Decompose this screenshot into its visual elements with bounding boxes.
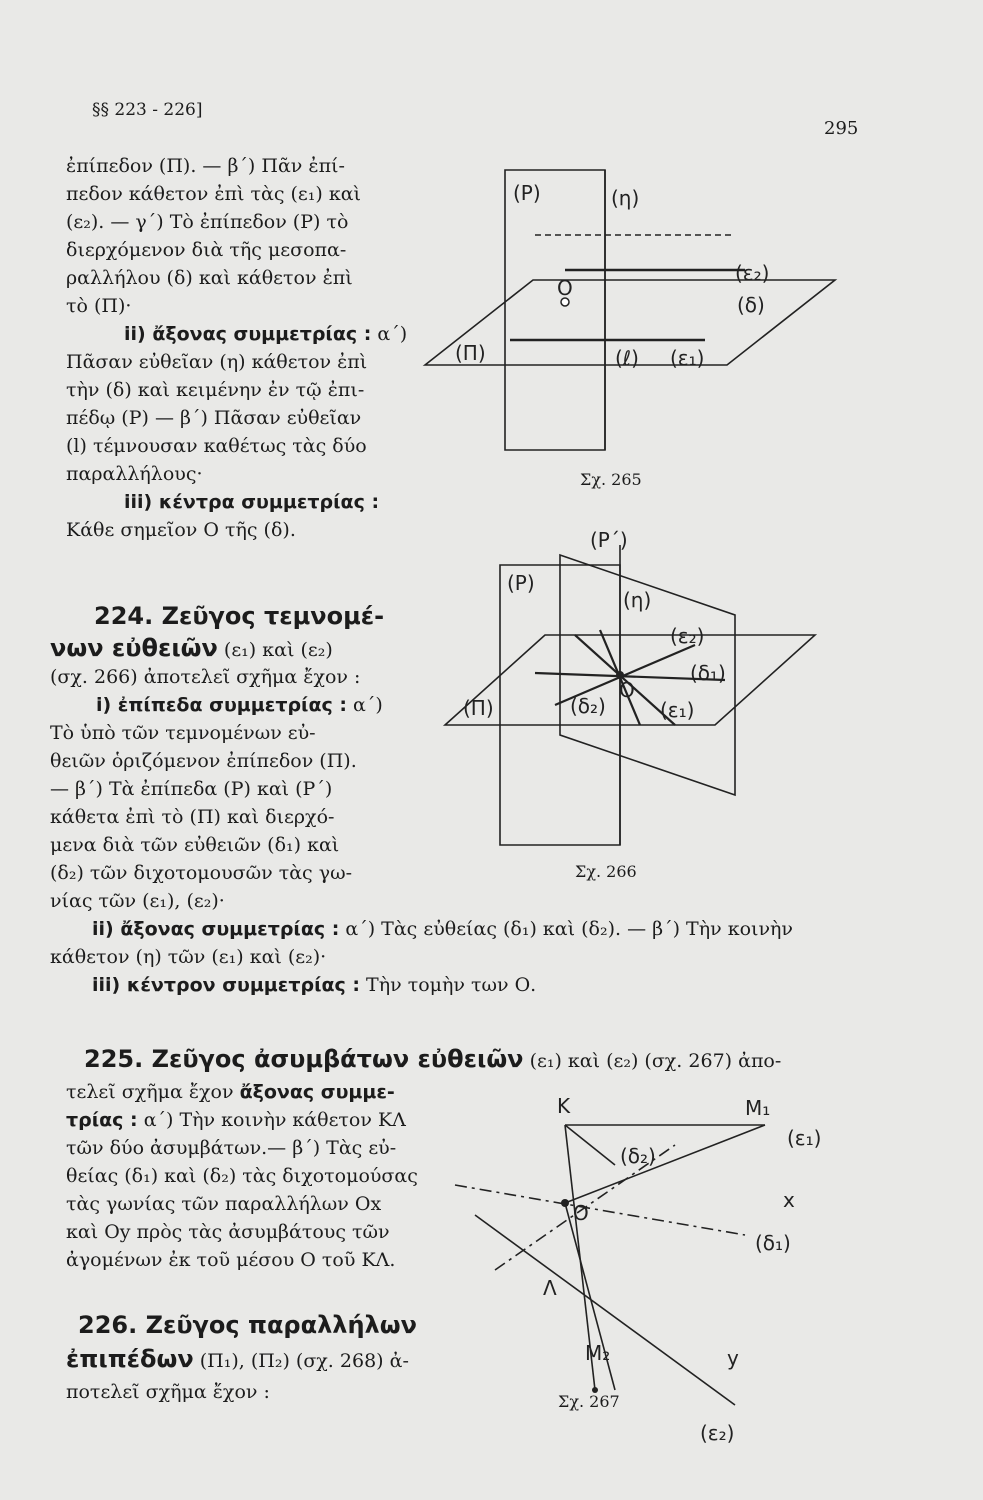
text-line: (σχ. 266) ἀποτελεῖ σχῆμα ἔχον : — [50, 666, 361, 688]
text-line: — β΄) Τὰ ἐπίπεδα (P) καὶ (P΄) — [50, 778, 333, 800]
sec224-title: 224. Ζεῦγος τεμνομέ- νων εὐθειῶν (ε₁) καὶ (ε₂) — [50, 602, 385, 662]
label-delta: (δ) — [737, 293, 765, 317]
page-number: 295 — [824, 118, 859, 139]
line-e1-continuation — [565, 1125, 615, 1165]
section-title: νων εὐθειῶν — [50, 634, 218, 662]
label-e2: (ε₂) — [700, 1421, 735, 1445]
text-line: κάθετα ἐπὶ τὸ (Π) καὶ διερχό- — [50, 806, 335, 828]
text-line: διερχόμενον διὰ τῆς μεσοπα- — [66, 239, 347, 261]
label-Pprime: (P΄) — [590, 528, 628, 552]
point-O — [561, 1199, 569, 1207]
section-title: 225. Ζεῦγος ἀσυμβάτων εὐθειῶν — [84, 1045, 524, 1073]
caption-266: Σχ. 266 — [575, 862, 637, 881]
label-e1: (ε₁) — [787, 1126, 822, 1150]
sec223-text — [66, 152, 407, 544]
axis-heading: ii) ἄξονας συμμετρίας : — [124, 323, 372, 345]
label-K: K — [557, 1094, 571, 1118]
label-e2: (ε₂) — [670, 624, 705, 648]
text-line: Πᾶσαν εὐθεῖαν (η) κάθετον ἐπὶ — [66, 351, 368, 373]
caption-267: Σχ. 267 — [558, 1392, 620, 1411]
label-e2: (ε₂) — [735, 261, 770, 285]
text-line: πέδῳ (P) — β΄) Πᾶσαν εὐθεῖαν — [66, 407, 362, 429]
section-title: 224. Ζεῦγος τεμνομέ- — [94, 602, 385, 630]
text-line: ραλλήλου (δ) καὶ κάθετον ἐπὶ — [66, 267, 353, 289]
text-line: τῶν δύο ἀσυμβάτων.— β΄) Τὰς εὐ- — [66, 1137, 397, 1159]
label-d2: (δ₂) — [570, 694, 606, 718]
label-Pi: (Π) — [463, 696, 494, 720]
label-O: O — [573, 1201, 589, 1225]
label-x: x — [783, 1188, 795, 1212]
label-eta: (η) — [623, 588, 652, 612]
figure-266 — [435, 525, 835, 855]
line-d1 — [455, 1185, 745, 1235]
label-d2: (δ₂) — [620, 1144, 656, 1168]
text-line: τὴν (δ) καὶ κειμένην ἐν τῷ ἐπι- — [66, 379, 365, 401]
text-line: ἀγομένων ἐκ τοῦ μέσου Ο τοῦ ΚΛ. — [66, 1249, 396, 1271]
text-line: νίας τῶν (ε₁), (ε₂)· — [50, 890, 225, 912]
figure-267 — [445, 1085, 865, 1455]
text-line: μενα διὰ τῶν εὐθειῶν (δ₁) καὶ — [50, 834, 340, 856]
label-O: O — [619, 678, 635, 702]
text-line: πεδον κάθετον ἐπὶ τὰς (ε₁) καὶ — [66, 183, 362, 205]
text-line: (ε₂). — γ΄) Τὸ ἐπίπεδον (P) τὸ — [66, 211, 349, 233]
section-range-header: §§ 223 - 226] — [92, 100, 203, 120]
axis-heading-line: ii) ἄξονας συμμετρίας : α΄) — [124, 323, 408, 345]
centre-heading: iii) κέντρον συμμετρίας : — [92, 974, 361, 996]
line-ox — [565, 1125, 765, 1203]
text-line: τὰς γωνίας τῶν παραλλήλων Οx — [66, 1193, 382, 1215]
label-e1: (ε₁) — [660, 698, 695, 722]
label-e1: (ε₁) — [670, 346, 705, 370]
text-line: κάθετον (η) τῶν (ε₁) καὶ (ε₂)· — [50, 946, 327, 968]
text-line: ποτελεῖ σχῆμα ἔχον : — [66, 1381, 270, 1403]
sec225-text: 225. Ζεῦγος ἀσυμβάτων εὐθειῶν (ε₁) καὶ (ε₂) (σχ. 267) ἀπο- τελεῖ σχῆμα ἔχον ἄξονας συμμε- τρίας : α΄) Τὴν κοινὴν κάθετον ΚΛ τῶν δύο ἀσυμβάτων.— β΄) Τὰς εὐ- θείας (δ₁) καὶ (δ₂) τὰς διχοτομούσας τὰς γωνίας τῶν παραλλήλων Οx καὶ Οy πρὸς τὰς ἀσυμβάτους τῶν ἀγομένων ἐκ τοῦ μέσου Ο τοῦ ΚΛ. — [66, 1042, 781, 1274]
label-eta: (η) — [611, 186, 640, 210]
sec226-text: 226. Ζεῦγος παραλλήλων ἐπιπέδων (Π₁), (Π₂) (σχ. 268) ἀ- ποτελεῖ σχῆμα ἔχον : — [66, 1308, 417, 1406]
label-P: (P) — [513, 181, 541, 205]
label-L: Λ — [543, 1276, 557, 1300]
text-line: Τὸ ὑπὸ τῶν τεμνομένων εὐ- — [50, 722, 316, 744]
text-line: (δ₂) τῶν διχοτομουσῶν τὰς γω- — [50, 862, 352, 884]
section-title: ἐπιπέδων — [66, 1345, 194, 1373]
label-O: O — [557, 276, 573, 300]
sec224-text: (σχ. 266) ἀποτελεῖ σχῆμα ἔχον : i) ἐπίπεδα συμμετρίας : α΄) Τὸ ὑπὸ τῶν τεμνομένων εὐ- θειῶν ὁριζόμενον ἐπίπεδον (Π). — β΄) Τὰ ἐπίπεδα (P) καὶ (P΄) κάθετα ἐπὶ τὸ (Π) καὶ διερχό- μενα διὰ τῶν εὐθειῶν (δ₁) καὶ (δ₂) τῶν διχοτομουσῶν τὰς γω- νίας τῶν (ε₁), (ε₂)· ii) ἄξονας συμμετρίας : α΄) Τὰς εὐθείας (δ₁) καὶ (δ₂). — β΄) Τὴν κοινὴν κάθετον (η) τῶν (ε₁) καὶ (ε₂)· iii) κέντρον συμμετρίας : Τὴν τομὴν των Ο. — [50, 663, 793, 999]
line-e2 — [475, 1215, 735, 1405]
label-Pi: (Π) — [455, 341, 486, 365]
label-l: (ℓ) — [615, 346, 639, 370]
label-y: y — [727, 1346, 739, 1370]
planes-heading: i) ἐπίπεδα συμμετρίας : — [96, 694, 347, 716]
figure-265 — [415, 150, 865, 470]
label-P: (P) — [507, 571, 535, 595]
section-title: 226. Ζεῦγος παραλλήλων — [78, 1311, 417, 1339]
text-line: Κάθε σημεῖον Ο τῆς (δ). — [66, 519, 296, 541]
text-line: θείας (δ₁) καὶ (δ₂) τὰς διχοτομούσας — [66, 1165, 418, 1187]
label-d1: (δ₁) — [690, 661, 726, 685]
label-M1: M₁ — [745, 1096, 771, 1120]
label-M2: M₂ — [585, 1341, 611, 1365]
text-line: καὶ Οy πρὸς τὰς ἀσυμβάτους τῶν — [66, 1221, 390, 1243]
text-line: ἐπίπεδον (Π). — β΄) Πᾶν ἐπί- — [66, 155, 345, 177]
label-d1: (δ₁) — [755, 1231, 791, 1255]
text-line: (l) τέμνουσαν καθέτως τὰς δύο — [66, 435, 367, 457]
text-line: θειῶν ὁριζόμενον ἐπίπεδον (Π). — [50, 750, 357, 772]
plane-P-outline — [505, 170, 605, 450]
text-line: παραλλήλους· — [66, 463, 203, 485]
centre-heading: iii) κέντρα συμμετρίας : — [124, 491, 380, 513]
text-line: τὸ (Π)· — [66, 295, 132, 317]
caption-265: Σχ. 265 — [580, 470, 642, 489]
axis-heading: ii) ἄξονας συμμετρίας : — [92, 918, 340, 940]
